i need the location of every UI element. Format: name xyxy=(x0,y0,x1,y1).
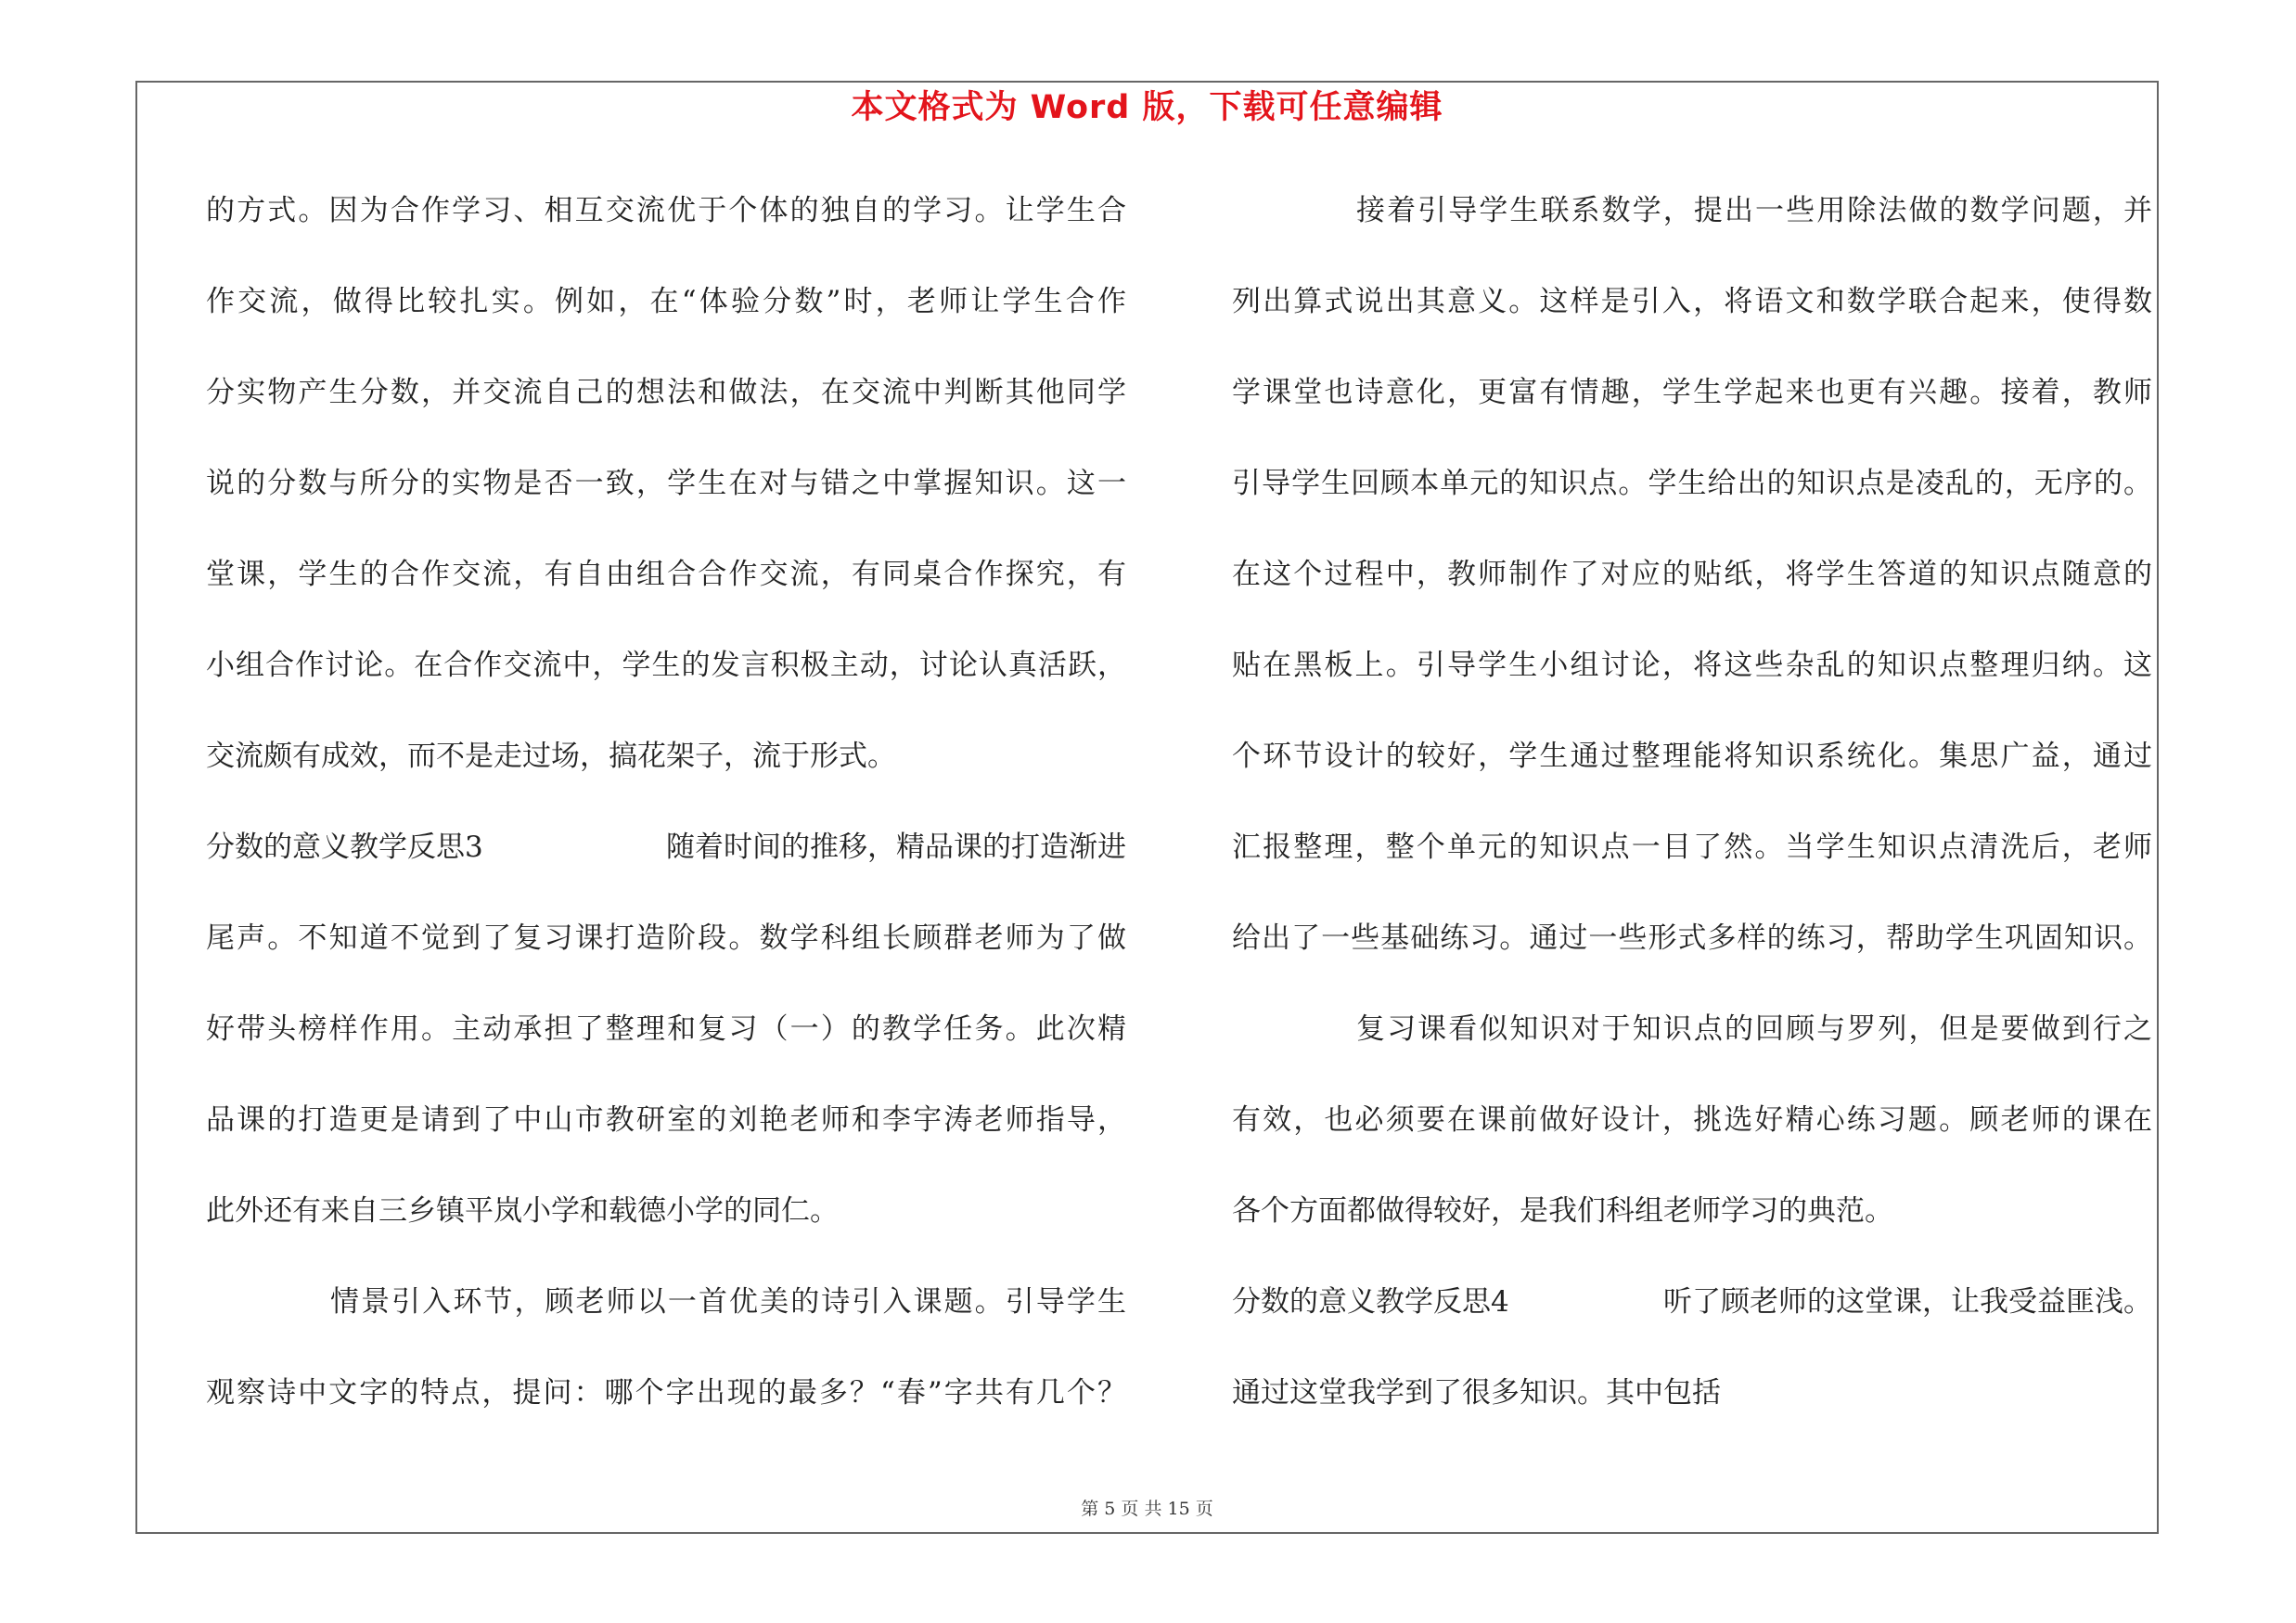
text-line: 通过这堂我学到了很多知识。其中包括 xyxy=(1232,1376,1721,1410)
text-line: 分实物产生分数，并交流自己的想法和做法，在交流中判断其他同学 xyxy=(206,376,1126,409)
section-heading-line xyxy=(1232,1256,2152,1347)
text-line: 学课堂也诗意化，更富有情趣，学生学起来也更有兴趣。接着，教师 xyxy=(1232,376,2152,409)
text-line: 有效，也必须要在课前做好设计，挑选好精心练习题。顾老师的课在 xyxy=(1232,1103,2152,1137)
paragraph-first-line: 接着引导学生联系数学，提出一些用除法做的数学问题，并 xyxy=(1356,194,2152,227)
text-line: 作交流，做得比较扎实。例如，在“体验分数”时，老师让学生合作 xyxy=(206,285,1126,318)
text-line: 个环节设计的较好，学生通过整理能将知识系统化。集思广益，通过 xyxy=(1232,740,2152,773)
text-line: 小组合作讨论。在合作交流中，学生的发言积极主动，讨论认真活跃， xyxy=(206,649,1126,682)
text-line: 交流颇有成效，而不是走过场，搞花架子，流于形式。 xyxy=(206,740,896,773)
section-first-text: 随着时间的推移，精品课的打造渐进 xyxy=(666,831,1126,864)
text-line: 各个方面都做得较好，是我们科组老师学习的典范。 xyxy=(1232,1194,1893,1228)
text-line: 列出算式说出其意义。这样是引入，将语文和数学联合起来，使得数 xyxy=(1232,285,2152,318)
text-line: 尾声。不知道不觉到了复习课打造阶段。数学科组长顾群老师为了做 xyxy=(206,921,1126,955)
text-line: 此外还有来自三乡镇平岚小学和载德小学的同仁。 xyxy=(206,1194,839,1228)
text-line: 汇报整理，整个单元的知识点一目了然。当学生知识点清洗后，老师 xyxy=(1232,831,2152,864)
section-heading: 分数的意义教学反思4 xyxy=(1232,1285,1509,1319)
section-heading-line xyxy=(206,802,1126,893)
paragraph-first-line: 情景引入环节，顾老师以一首优美的诗引入课题。引导学生 xyxy=(330,1285,1126,1319)
text-line: 堂课，学生的合作交流，有自由组合合作交流，有同桌合作探究，有 xyxy=(206,558,1126,591)
section-first-text: 听了顾老师的这堂课，让我受益匪浅。 xyxy=(1663,1285,2152,1319)
text-line: 好带头榜样作用。主动承担了整理和复习（一）的教学任务。此次精 xyxy=(206,1012,1126,1046)
text-line: 的方式。因为合作学习、相互交流优于个体的独自的学习。让学生合 xyxy=(206,194,1126,227)
left-column xyxy=(206,165,1126,1438)
text-line: 在这个过程中，教师制作了对应的贴纸，将学生答道的知识点随意的 xyxy=(1232,558,2152,591)
section-heading: 分数的意义教学反思3 xyxy=(206,831,483,864)
page-number: 第 5 页 共 15 页 xyxy=(1081,1499,1213,1519)
text-line: 给出了一些基础练习。通过一些形式多样的练习，帮助学生巩固知识。 xyxy=(1232,921,2152,955)
format-notice: 本文格式为 Word 版，下载可任意编辑 xyxy=(851,89,1443,126)
paragraph-first-line: 复习课看似知识对于知识点的回顾与罗列，但是要做到行之 xyxy=(1356,1012,2152,1046)
text-line: 说的分数与所分的实物是否一致，学生在对与错之中掌握知识。这一 xyxy=(206,467,1126,500)
text-line: 引导学生回顾本单元的知识点。学生给出的知识点是凌乱的，无序的。 xyxy=(1232,467,2152,500)
text-line: 观察诗中文字的特点，提问：哪个字出现的最多？“春”字共有几个？ xyxy=(206,1376,1126,1410)
right-column xyxy=(1232,165,2152,1438)
text-line: 品课的打造更是请到了中山市教研室的刘艳老师和李宇涛老师指导， xyxy=(206,1103,1126,1137)
text-line: 贴在黑板上。引导学生小组讨论，将这些杂乱的知识点整理归纳。这 xyxy=(1232,649,2152,682)
